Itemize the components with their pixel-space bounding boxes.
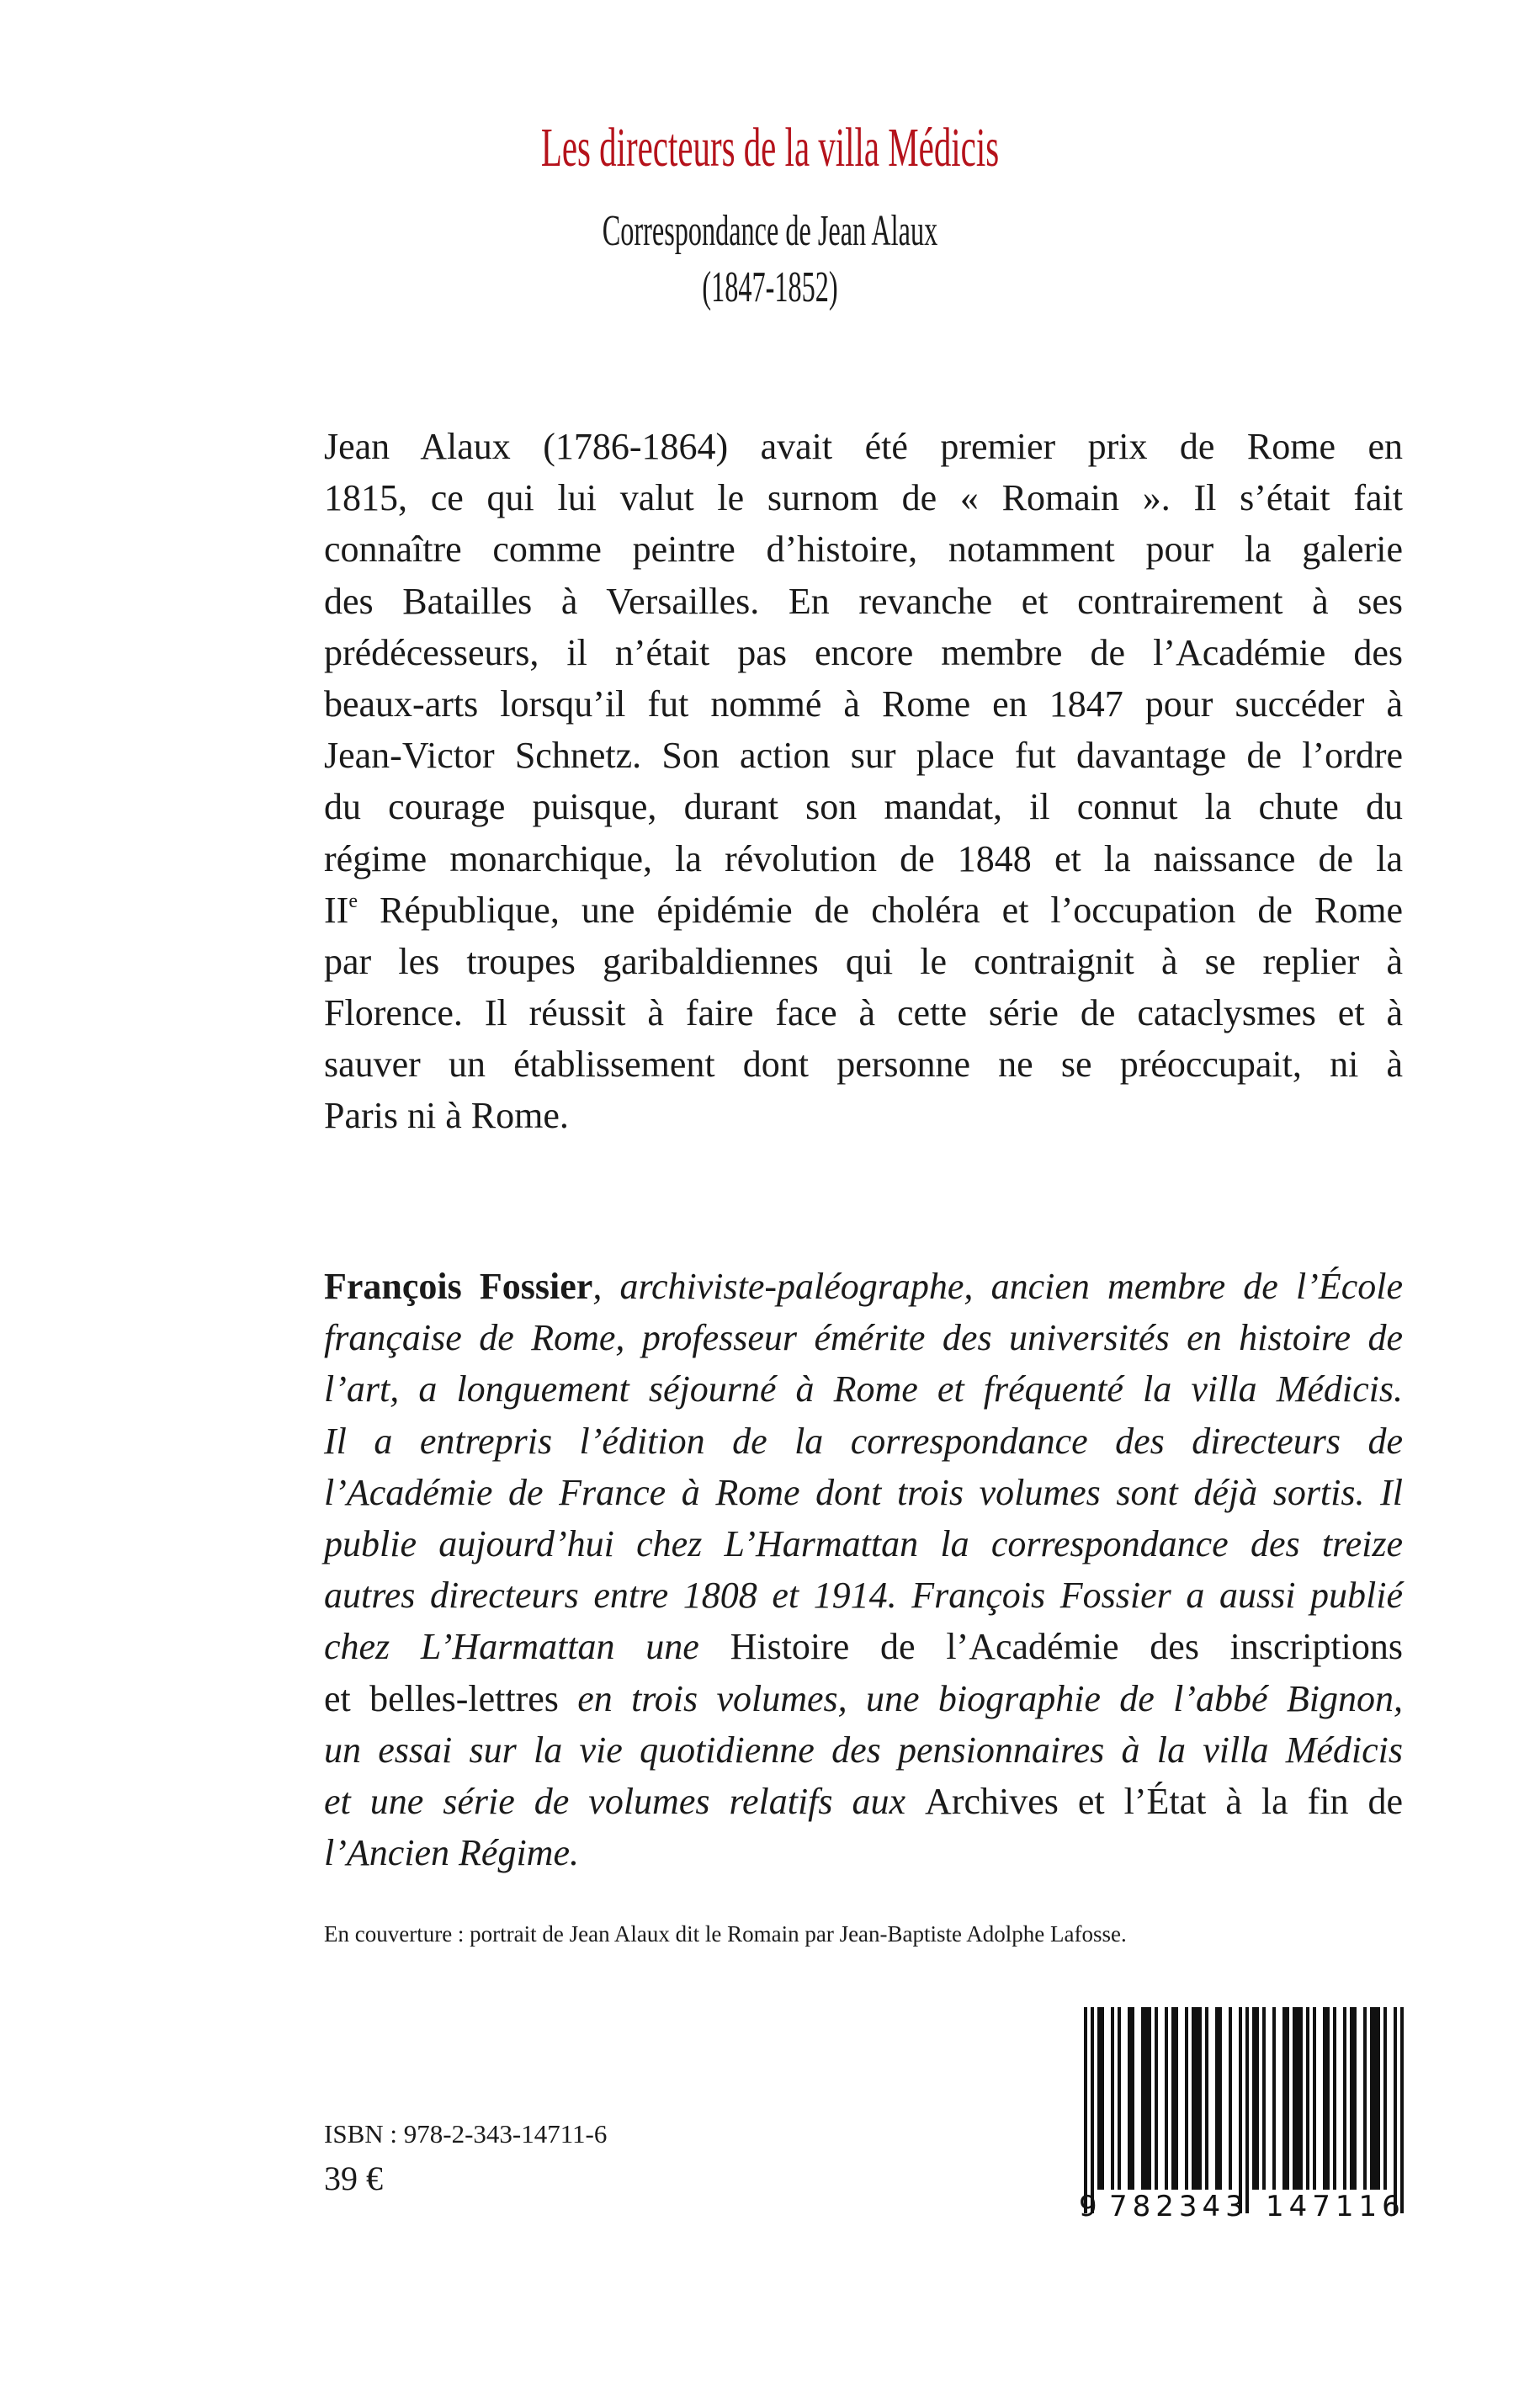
summary-line: des Batailles à Versailles. En revanche et contrairement à ses bbox=[324, 580, 1403, 622]
book-reference: Archives et l’État à la fin de bbox=[925, 1780, 1404, 1822]
summary-line: Jean-Victor Schnetz. Son action sur place fut davantage de l’ordre bbox=[324, 735, 1403, 777]
author-name: François Fossier bbox=[324, 1266, 593, 1307]
bio-text: et une série de volumes relatifs aux bbox=[324, 1780, 926, 1822]
summary-line: du courage puisque, durant son mandat, il connut la chute du bbox=[324, 786, 1403, 828]
bio-line: l’Académie de France à Rome dont trois volumes sont déjà sortis. Il bbox=[324, 1471, 1403, 1513]
isbn: ISBN : 978-2-343-14711-6 bbox=[324, 2119, 608, 2149]
bio-line: l’Ancien Régime. bbox=[324, 1832, 579, 1874]
summary-line: par les troupes garibaldiennes qui le contraignit à se replier à bbox=[324, 940, 1403, 982]
summary-line: sauver un établissement dont personne ne se préoccupait, ni à bbox=[324, 1044, 1403, 1086]
summary-line: Paris ni à Rome. bbox=[324, 1095, 569, 1137]
bio-text: en trois volumes, une biographie de l’abbé Bignon, bbox=[577, 1677, 1403, 1719]
book-reference: et belles-lettres bbox=[324, 1677, 578, 1719]
summary-line: Florence. Il réussit à faire face à cette série de cataclysmes et à bbox=[324, 992, 1403, 1034]
bio-line bbox=[324, 1673, 1403, 1724]
summary-line: Jean Alaux (1786-1864) avait été premier prix de Rome en bbox=[324, 426, 1403, 467]
bio-line bbox=[324, 1621, 1403, 1672]
summary-line: régime monarchique, la révolution de 1848 et la naissance de la bbox=[324, 837, 1403, 879]
barcode-icon bbox=[1084, 2007, 1404, 2213]
barcode-right-group: 147116 bbox=[1266, 2190, 1405, 2223]
bio-line bbox=[324, 1776, 1403, 1827]
book-reference: Histoire de l’Académie des inscriptions bbox=[730, 1626, 1404, 1668]
summary-line: prédécesseurs, il n’était pas encore membre de l’Académie des bbox=[324, 631, 1403, 673]
summary-line: connaître comme peintre d’histoire, notamment pour la galerie bbox=[324, 529, 1403, 571]
roman-numeral: II bbox=[324, 889, 349, 931]
price: 39 € bbox=[324, 2159, 383, 2197]
bio-line: un essai sur la vie quotidienne des pensionnaires à la villa Médicis bbox=[324, 1729, 1403, 1771]
cover-credit: En couverture : portrait de Jean Alaux dit le Romain par Jean-Baptiste Adolphe Lafosse. bbox=[324, 1921, 1127, 1947]
book-subtitle: Correspondance de Jean Alaux bbox=[602, 207, 938, 255]
bio-line: autres directeurs entre 1808 et 1914. François Fossier a aussi publié bbox=[324, 1575, 1403, 1617]
bio-line: l’art, a longuement séjourné à Rome et fréquenté la villa Médicis. bbox=[324, 1368, 1403, 1410]
summary-line bbox=[324, 884, 1403, 936]
barcode-left-group: 782343 bbox=[1109, 2190, 1249, 2223]
bio-line: publie aujourd’hui chez L’Harmattan la correspondance des treize bbox=[324, 1522, 1403, 1564]
summary-paragraph bbox=[324, 421, 1403, 1142]
bio-line: française de Rome, professeur émérite des universités en histoire de bbox=[324, 1317, 1403, 1359]
summary-line-text: République, une épidémie de choléra et l’occupation de Rome bbox=[357, 889, 1403, 931]
superscript: e bbox=[348, 890, 358, 912]
book-title: Les directeurs de la villa Médicis bbox=[540, 117, 1000, 178]
summary-line: beaux-arts lorsqu’il fut nommé à Rome en 1847 pour succéder à bbox=[324, 683, 1403, 725]
bio-text: chez L’Harmattan une bbox=[324, 1626, 730, 1668]
book-dates: (1847-1852) bbox=[702, 263, 838, 311]
barcode-first-digit: 9 bbox=[1079, 2190, 1097, 2223]
bio-line bbox=[324, 1261, 1403, 1312]
author-bio bbox=[324, 1261, 1403, 1878]
summary-line: 1815, ce qui lui valut le surnom de « Romain ». Il s’était fait bbox=[324, 477, 1403, 519]
bio-line: Il a entrepris l’édition de la correspondance des directeurs de bbox=[324, 1420, 1403, 1462]
bio-text: , archiviste-paléographe, ancien membre de l’École bbox=[592, 1266, 1403, 1307]
